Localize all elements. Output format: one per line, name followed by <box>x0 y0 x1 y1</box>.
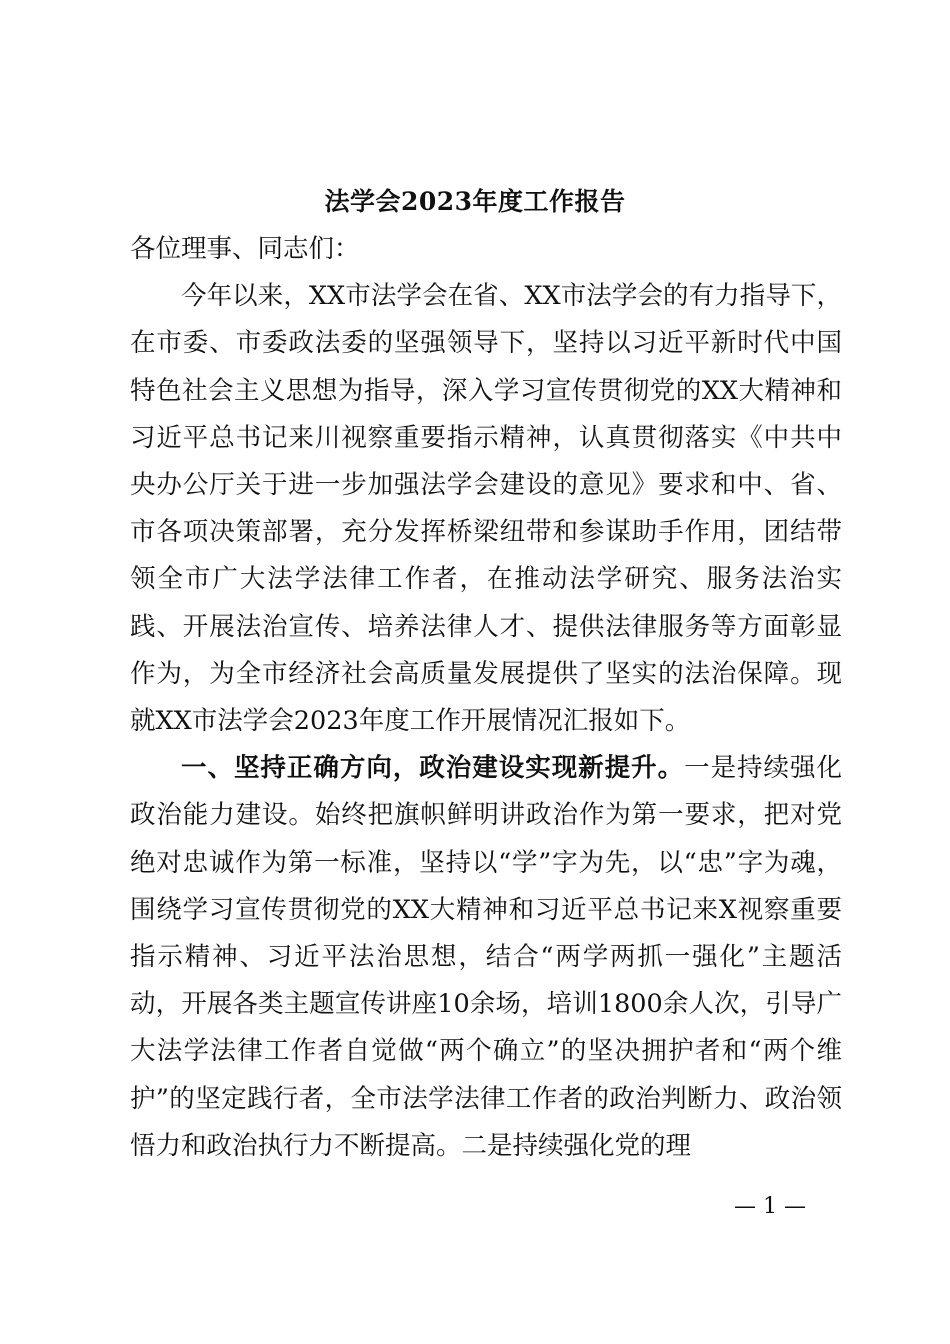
page-number: — 1 — <box>734 1194 806 1219</box>
section-one-heading: 一、坚持正确方向，政治建设实现新提升。 <box>181 753 685 784</box>
report-body <box>130 226 842 1170</box>
section-one-paragraph <box>130 745 842 1170</box>
section-one-body: 一是持续强化政治能力建设。始终把旗帜鲜明讲政治作为第一要求，把对党绝对忠诚作为第一标准，坚持以“学”字为先，以“忠”字为魂，围绕学习宣传贯彻党的XX大精神和习近平总书记来X视察重要指示精神、习近平法治思想，结合“两学两抓一强化”主题活动，开展各类主题宣传讲座10余场，培训1800余人次，引导广大法学法律工作者自觉做“两个确立”的坚决拥护者和“两个维护”的坚定践行者，全市法学法律工作者的政治判断力、政治领悟力和政治执行力不断提高。二是持续强化党的理 <box>130 753 842 1161</box>
intro-paragraph: 今年以来，XX市法学会在省、XX市法学会的有力指导下，在市委、市委政法委的坚强领导下，坚持以习近平新时代中国特色社会主义思想为指导，深入学习宣传贯彻党的XX大精神和习近平总书记来川视察重要指示精神，认真贯彻落实《中共中央办公厅关于进一步加强法学会建设的意见》要求和中、省、市各项决策部署，充分发挥桥梁纽带和参谋助手作用，团结带领全市广大法学法律工作者，在推动法学研究、服务法治实践、开展法治宣传、培养法律人才、提供法律服务等方面彰显作为，为全市经济社会高质量发展提供了坚实的法治保障。现就XX市法学会2023年度工作开展情况汇报如下。 <box>130 281 842 737</box>
salutation: 各位理事、同志们： <box>130 234 360 264</box>
page-title: 法学会2023年度工作报告 <box>324 187 626 216</box>
